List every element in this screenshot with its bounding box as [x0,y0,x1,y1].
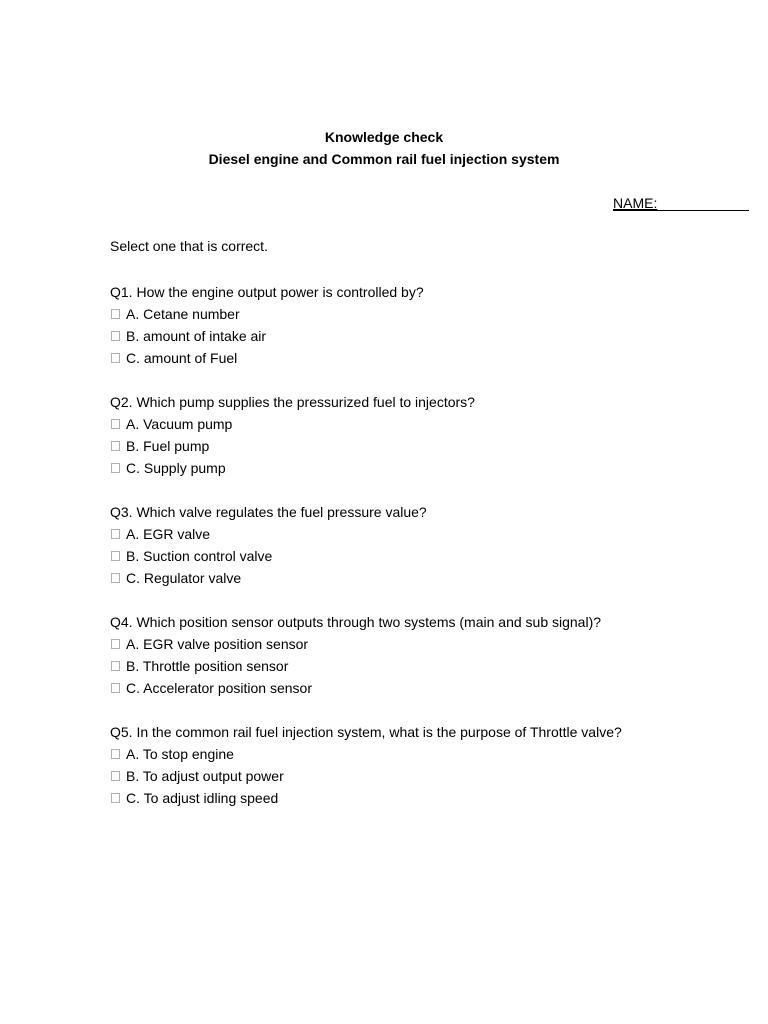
checkbox-icon[interactable] [111,573,120,583]
answer-option[interactable] [110,413,750,435]
answer-option[interactable] [110,633,750,655]
question-4 [110,611,750,699]
document-title: Knowledge check [324,129,444,145]
option-label: A. Vacuum pump [126,416,233,432]
answer-option[interactable] [110,655,750,677]
checkbox-icon[interactable] [111,331,120,341]
question-text: Q5. In the common rail fuel injection system, what is the purpose of Throttle valve? [110,724,622,740]
checkbox-icon[interactable] [111,353,120,363]
name-field[interactable] [613,194,749,211]
question-1 [110,281,750,369]
checkbox-icon[interactable] [111,419,120,429]
option-label: A. To stop engine [126,746,234,762]
option-label: C. amount of Fuel [126,350,238,366]
answer-option[interactable] [110,457,750,479]
checkbox-icon[interactable] [111,793,120,803]
checkbox-icon[interactable] [111,309,120,319]
answer-option[interactable] [110,567,750,589]
option-label: C. Accelerator position sensor [126,680,312,696]
option-label: A. EGR valve [126,526,211,542]
answer-option[interactable] [110,677,750,699]
document-subtitle: Diesel engine and Common rail fuel injection system [208,151,560,167]
option-label: B. amount of intake air [126,328,267,344]
checkbox-icon[interactable] [111,749,120,759]
answer-option[interactable] [110,743,750,765]
answer-option[interactable] [110,325,750,347]
question-2 [110,391,750,479]
checkbox-icon[interactable] [111,441,120,451]
option-label: C. To adjust idling speed [126,790,279,806]
checkbox-icon[interactable] [111,529,120,539]
option-label: C. Regulator valve [126,570,242,586]
name-label: NAME: [613,195,658,211]
checkbox-icon[interactable] [111,551,120,561]
question-text: Q4. Which position sensor outputs through two systems (main and sub signal)? [110,614,602,630]
answer-option[interactable] [110,787,750,809]
checkbox-icon[interactable] [111,639,120,649]
question-text: Q2. Which pump supplies the pressurized fuel to injectors? [110,394,475,410]
question-text: Q1. How the engine output power is controlled by? [110,284,424,300]
option-label: B. Fuel pump [126,438,210,454]
option-label: B. Throttle position sensor [126,658,289,674]
option-label: C. Supply pump [126,460,226,476]
checkbox-icon[interactable] [111,771,120,781]
answer-option[interactable] [110,435,750,457]
question-3 [110,501,750,589]
checkbox-icon[interactable] [111,463,120,473]
answer-option[interactable] [110,347,750,369]
instruction-text: Select one that is correct. [110,238,268,254]
checkbox-icon[interactable] [111,683,120,693]
option-label: A. Cetane number [126,306,240,322]
question-5 [110,721,750,809]
answer-option[interactable] [110,523,750,545]
question-text: Q3. Which valve regulates the fuel pressure value? [110,504,427,520]
answer-option[interactable] [110,765,750,787]
option-label: B. Suction control valve [126,548,273,564]
answer-option[interactable] [110,545,750,567]
answer-option[interactable] [110,303,750,325]
option-label: A. EGR valve position sensor [126,636,309,652]
option-label: B. To adjust output power [126,768,284,784]
checkbox-icon[interactable] [111,661,120,671]
question-list [110,281,750,831]
